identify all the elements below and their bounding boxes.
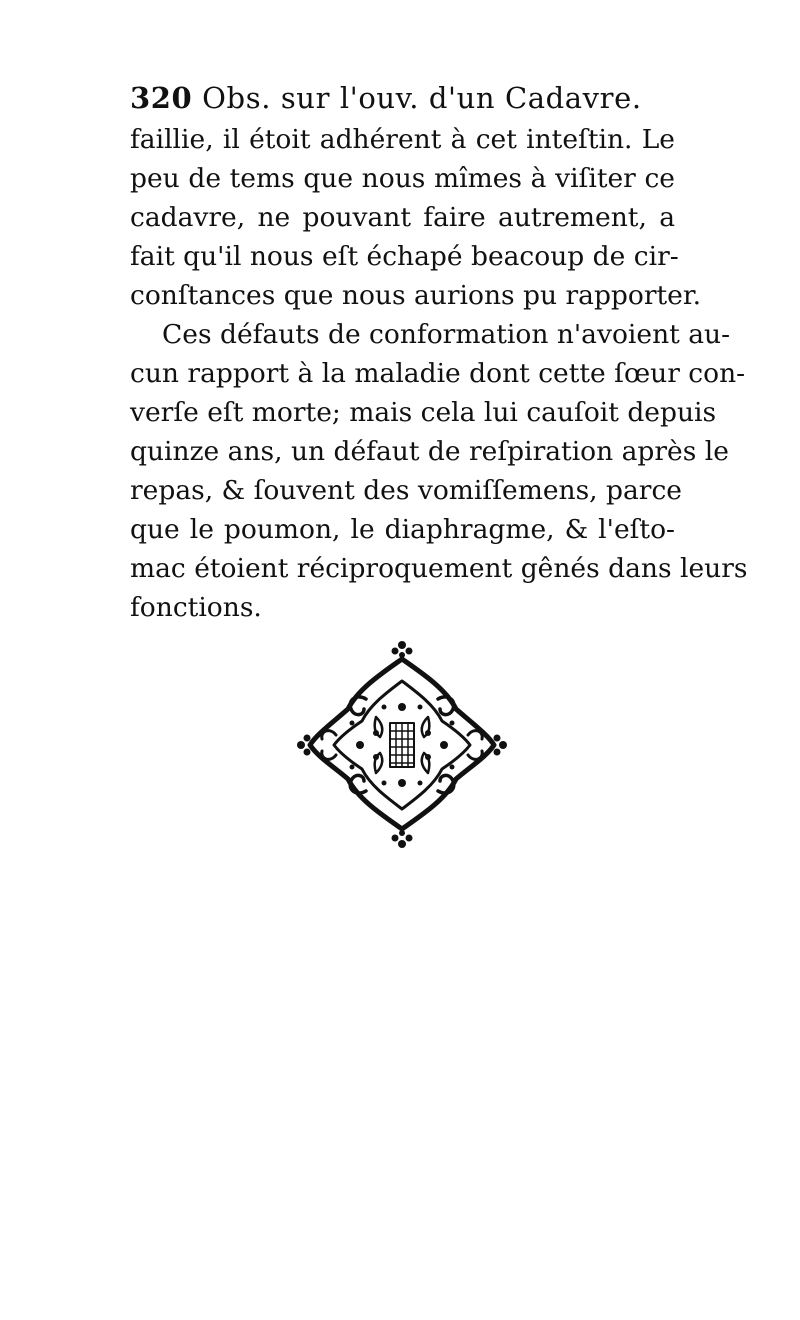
text-line: fonctions.: [130, 592, 262, 623]
body-text: [130, 120, 748, 627]
page-number: 320: [130, 81, 193, 115]
text-line: mac étoient réciproquement gênés dans leurs: [130, 553, 748, 584]
text-line: quinze ans, un défaut de reſpiration après le: [130, 436, 729, 467]
text-line: peu de tems que nous mîmes à viſiter ce: [130, 163, 675, 194]
paragraph-first-line: Ces défauts de conformation n'avoient au-: [162, 319, 731, 350]
text-line: conſtances que nous aurions pu rapporter.: [130, 280, 702, 311]
running-head: [130, 76, 660, 120]
running-title: Obs. sur l'ouv. d'un Cadavre.: [202, 81, 642, 115]
text-line: cadavre, ne pouvant faire autrement, a: [130, 202, 675, 233]
text-line: fait qu'il nous eſt échapé beacoup de cir-: [130, 241, 679, 272]
text-line: faillie, il étoit adhérent à cet inteſtin. Le: [130, 124, 675, 155]
text-line: cun rapport à la maladie dont cette ſœur con-: [130, 358, 746, 389]
text-line: repas, & ſouvent des vomiſſemens, parce: [130, 475, 682, 506]
text-line: verſe eſt morte; mais cela lui cauſoit depuis: [130, 397, 717, 428]
text-line: que le poumon, le diaphragme, & l'eſto-: [130, 514, 675, 545]
floral-lozenge-ornament-icon: [296, 637, 508, 852]
